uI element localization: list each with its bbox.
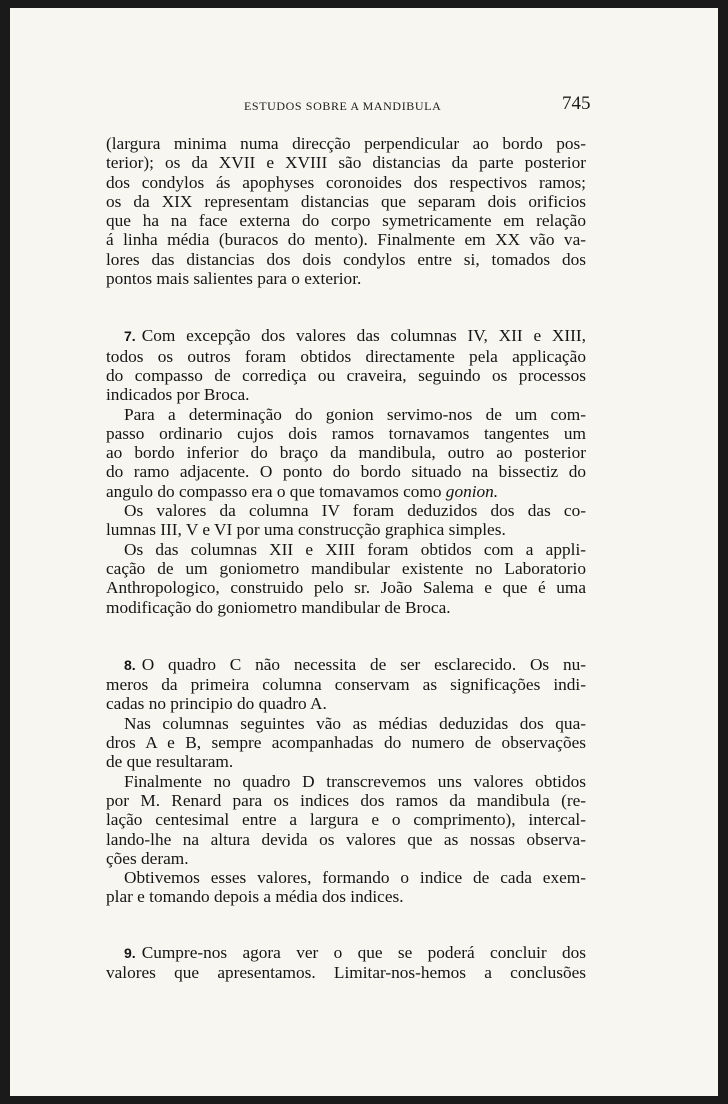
text-line: lação centesimal entre a largura e o comprimento), intercal- [106, 810, 586, 830]
text-line: que ha na face externa do corpo symetricamente em relação [106, 211, 586, 231]
text-line: do ramo adjacente. O ponto do bordo situado na bissectiz do [106, 462, 586, 482]
text-line: Os das columnas XII e XIII foram obtidos com a appli- [124, 539, 586, 559]
text-line: Nas columnas seguintes vão as médias deduzidas dos qua- [124, 713, 586, 733]
section-number: 8. [124, 656, 136, 673]
text-line: cadas no principio do quadro A. [106, 694, 327, 714]
text-line: cação de um goniometro mandibular existente no Laboratorio [106, 558, 586, 578]
text-line: lumnas III, V e VI por uma construcção graphica simples. [106, 520, 506, 540]
text-line: plar e tomando depois a média dos indices. [106, 887, 404, 907]
text-line: de que resultaram. [106, 752, 234, 772]
text-line: dos condylos ás apophyses coronoides dos respectivos ramos; [106, 172, 586, 192]
text-line: todos os outros foram obtidos directamente pela applicação [106, 346, 586, 366]
text-line [106, 326, 586, 346]
text-line: Obtivemos esses valores, formando o indice de cada exem- [124, 868, 586, 888]
section-number: 9. [124, 944, 136, 961]
text-line: Anthropologico, construido pelo sr. João Salema e que é uma [106, 578, 586, 598]
text-line-content: O quadro C não necessita de ser esclarecido. Os nu- [141, 654, 586, 674]
body-text [106, 134, 586, 982]
text-line: ao bordo inferior do braço da mandibula, outro ao posterior [106, 443, 586, 463]
page-header [10, 93, 718, 123]
text-line: terior); os da XVII e XVIII são distancias da parte posterior [106, 153, 586, 173]
italic-term: gonion. [445, 481, 499, 501]
paragraph-continuation [106, 134, 586, 288]
section-number: 7. [124, 328, 136, 345]
text-line: (largura minima numa direcção perpendicular ao bordo pos- [106, 134, 586, 153]
text-line: valores que apresentamos. Limitar-nos-hemos a conclusões [106, 962, 586, 982]
text-line [106, 482, 586, 501]
book-page [10, 8, 718, 1096]
text-line: passo ordinario cujos dois ramos tornavamos tangentes um [106, 423, 586, 443]
text-line: meros da primeira columna conservam as significações indi- [106, 675, 586, 695]
section-7 [106, 326, 586, 616]
page-number: 745 [562, 93, 591, 114]
text-line: Para a determinação do gonion servimo-nos de um com- [124, 404, 586, 424]
text-line: pontos mais salientes para o exterior. [106, 269, 362, 289]
text-line-content: Cumpre-nos agora ver o que se poderá concluir dos [141, 942, 586, 962]
running-title: ESTUDOS SOBRE A MANDIBULA [244, 99, 442, 113]
section-9 [106, 943, 586, 983]
text-line: lores das distancias dos dois condylos entre si, tomados dos [106, 249, 586, 269]
text-line: os da XIX representam distancias que separam dois orificios [106, 191, 586, 211]
text-line: por M. Renard para os indices dos ramos da mandibula (re- [106, 790, 586, 810]
text-line: Finalmente no quadro D transcrevemos uns valores obtidos [124, 771, 586, 791]
text-line: Os valores da columna IV foram deduzidos dos das co- [124, 501, 586, 521]
text-line: ções deram. [106, 848, 189, 868]
text-line [106, 655, 586, 675]
text-line: modificação do goniometro mandibular de Broca. [106, 597, 451, 617]
text-line-content: Com excepção dos valores das columnas IV, XII e XIII, [141, 326, 586, 346]
text-line: do compasso de corrediça ou craveira, seguindo os processos [106, 365, 586, 385]
text-line: lando-lhe na altura devida os valores que as nossas observa- [106, 829, 586, 849]
text-line: indicados por Broca. [106, 385, 250, 405]
text-line: dros A e B, sempre acompanhadas do numero de observações [106, 733, 586, 753]
text-line-content: angulo do compasso era o que tomavamos como [106, 481, 446, 501]
section-8 [106, 655, 586, 907]
text-line [106, 943, 586, 963]
text-line: á linha média (buracos do mento). Finalmente em XX vão va- [106, 230, 586, 250]
